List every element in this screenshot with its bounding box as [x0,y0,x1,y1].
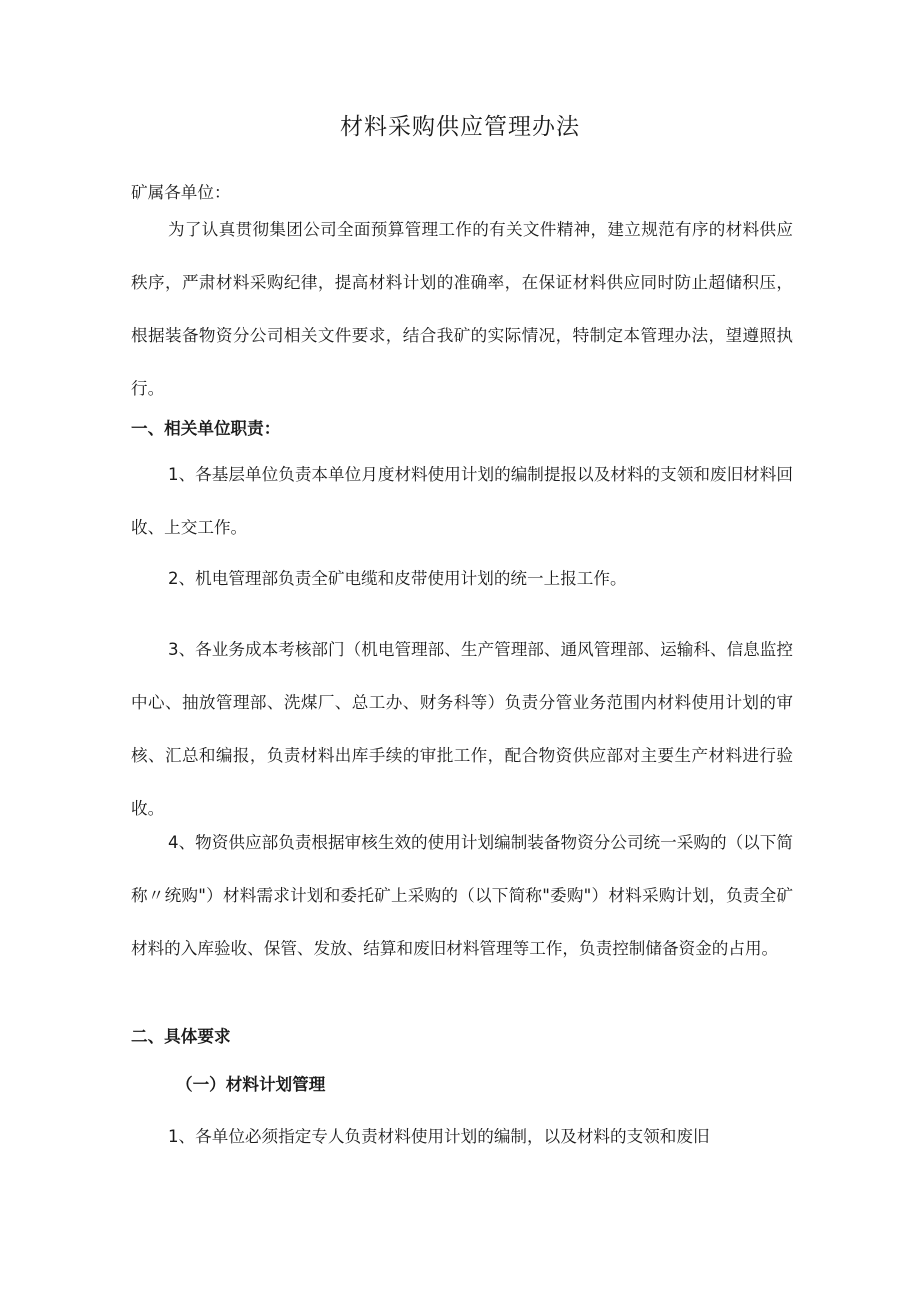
section-1-item-4: 4、物资供应部负责根据审核生效的使用计划编制装备物资分公司统一采购的（以下简称〃统购"）材料需求计划和委托矿上采购的（以下简称"委购"）材料采购计划，负责全矿材料的入库验收、保管、发放、结算和废旧材料管理等工作，负责控制储备资金的占用。 [131,833,793,958]
salutation: 矿属各单位： [131,183,231,202]
section-1-item-1: 1、各基层单位负责本单位月度材料使用计划的编制提报以及材料的支领和废旧材料回收、上交工作。 [131,465,793,537]
intro-paragraph: 为了认真贯彻集团公司全面预算管理工作的有关文件精神，建立规范有序的材料供应秩序，严肃材料采购纪律，提高材料计划的准确率，在保证材料供应同时防止超储积压，根据装备物资分公司相关文件要求，结合我矿的实际情况，特制定本管理办法，望遵照执行。 [131,220,793,398]
section-1-item-2: 2、机电管理部负责全矿电缆和皮带使用计划的统一上报工作。 [168,569,627,588]
section-2-item-1: 1、各单位必须指定专人负责材料使用计划的编制，以及材料的支领和废旧 [168,1127,710,1146]
section-2-subheading: （一）材料计划管理 [176,1075,326,1094]
section-1-heading: 一、相关单位职责： [131,419,281,438]
section-1-item-3: 3、各业务成本考核部门（机电管理部、生产管理部、通风管理部、运输科、信息监控中心、抽放管理部、洗煤厂、总工办、财务科等）负责分管业务范围内材料使用计划的审核、汇总和编报，负责材料出库手续的审批工作，配合物资供应部对主要生产材料进行验收。 [131,640,793,818]
section-2-heading: 二、具体要求 [131,1027,231,1046]
document-title: 材料采购供应管理办法 [340,114,580,140]
